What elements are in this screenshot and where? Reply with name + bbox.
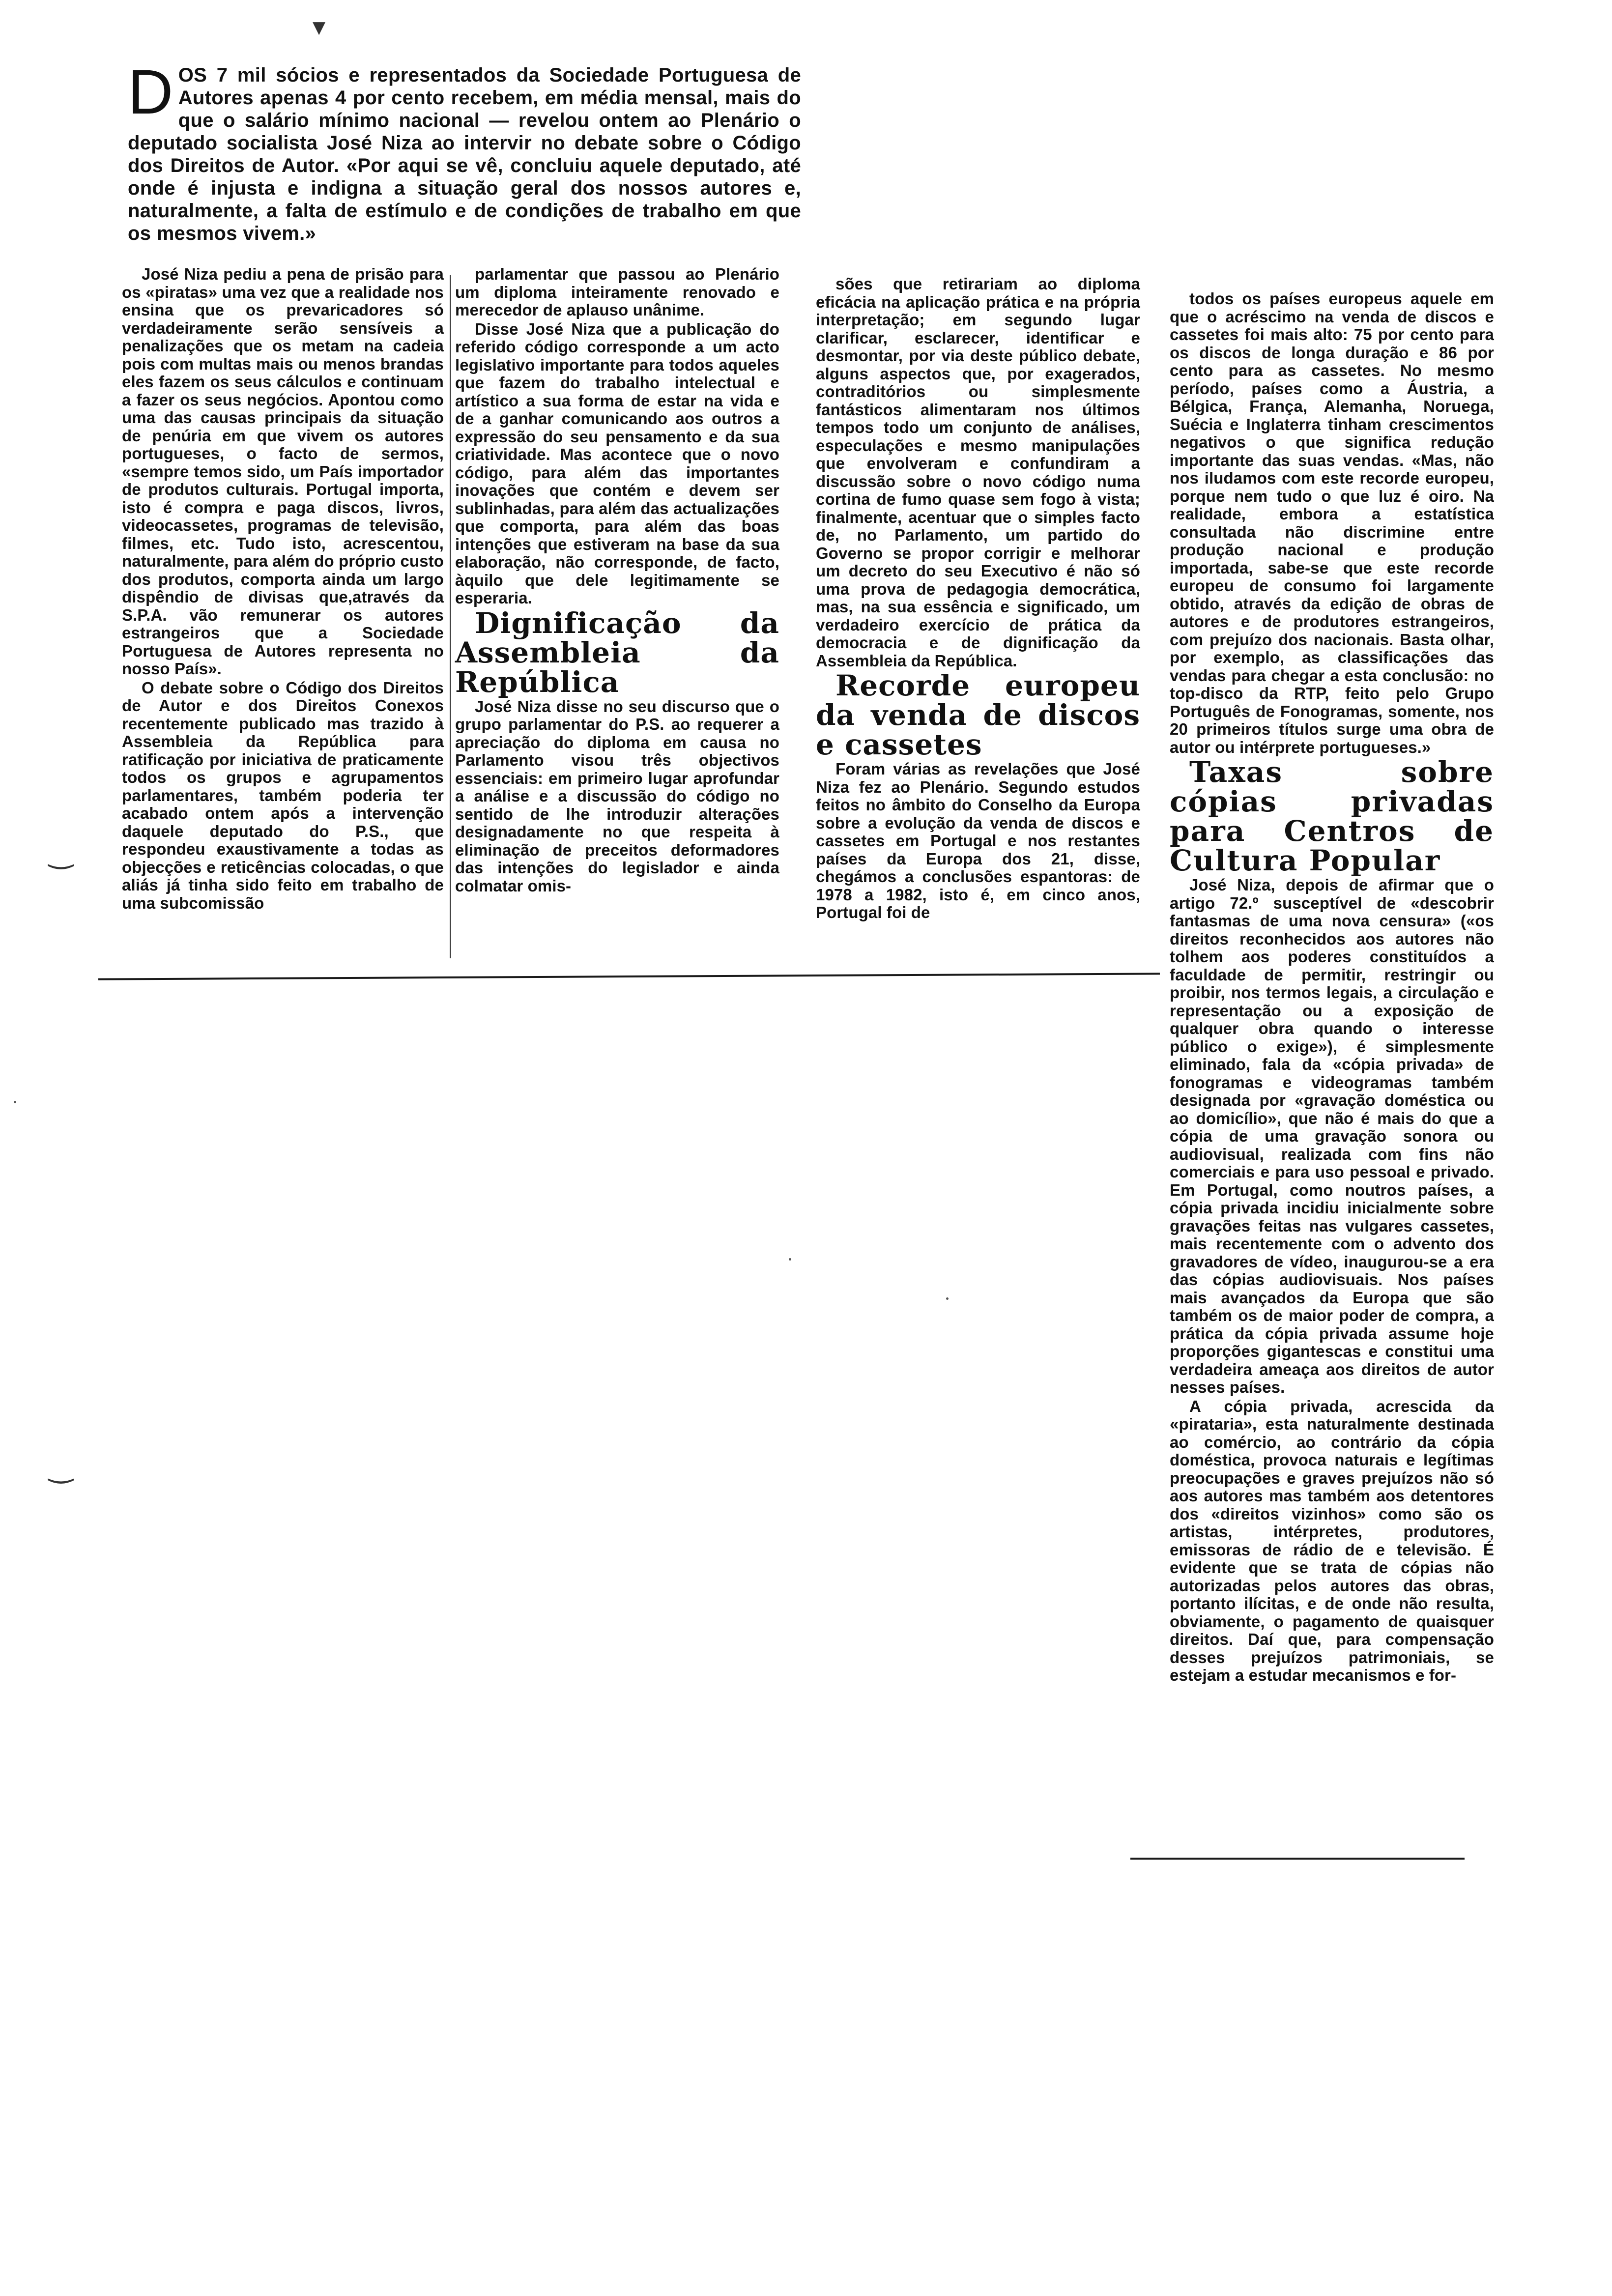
paragraph: A cópia privada, acrescida da «pirataria», esta naturalmente destinada ao comércio, ao contrário da cópia doméstica, provoca naturais e legítimas preocupações e graves prejuízos não só aos autores mas também aos detentores dos «direitos vizinhos» como são os artistas, intérpretes, produtores, emissoras de rádio de e televisão. É evidente que se trata de cópias não autorizadas pelos autores das obras, portanto ilícitas, e de onde não resulta, obviamente, o pagamento de quaisquer direitos. Daí que, para compensação desses prejuízos patrimoniais, se estejam a estudar mecanismos e for- — [1170, 1397, 1494, 1684]
speck — [789, 1258, 791, 1261]
column-2 — [455, 265, 779, 895]
ink-mark: ▼ — [313, 18, 326, 37]
article-lead — [128, 57, 801, 245]
column-1 — [122, 265, 444, 912]
column-3 — [816, 275, 1140, 922]
bottom-rule — [98, 973, 1160, 980]
speck — [14, 1101, 16, 1103]
section-heading: Recorde europeu da venda de discos e cassetes — [816, 669, 1140, 761]
lead-text: OS 7 mil sócios e representados da Sociedade Portuguesa de Autores apenas 4 por cento recebem, em média mensal, mais do que o salário mínimo nacional — revelou ontem ao Plenário o deputado socialista José Niza ao intervir no debate sobre o Código dos Direitos de Autor. «Por aqui se vê, concluiu aquele deputado, até onde é injusta e indigna a situação geral dos nossos autores e, naturalmente, a falta de estímulo e de condições de trabalho em que os mesmos vivem.» — [128, 64, 801, 244]
paragraph: Foram várias as revelações que José Niza fez ao Plenário. Segundo estudos feitos no âmbito do Conselho da Europa sobre a evolução da venda de discos e cassetes em Portugal e nos restantes países da Europa dos 21, disse, chegámos a conclusões espantoras: de 1978 a 1982, isto é, em cinco anos, Portugal foi de — [816, 760, 1140, 921]
paragraph: sões que retirariam ao diploma eficácia na aplicação prática e na própria interpretação; em segundo lugar clarificar, esclarecer, identificar e desmontar, por via deste público debate, alguns aspectos que, por exagerados, contraditórios ou simplesmente fantásticos alimentaram nos últimos tempos todo um conjunto de análises, especulações e mesmo manipulações que envolveram e confundiram a discussão sobre o novo código numa cortina de fumo quase sem fogo à vista; finalmente, acentuar que o simples facto de, no Parlamento, um partido do Governo se propor corrigir e melhorar um decreto do seu Executivo é não só uma prova de pedagogia democrática, mas, na sua essência e significado, um verdadeiro exercício de prática da democracia e de dignificação da Assembleia da República. — [816, 275, 1140, 670]
column-4 — [1170, 290, 1494, 1685]
paragraph: José Niza disse no seu discurso que o grupo parlamentar do P.S. ao requerer a apreciação do diploma em causa no Parlamento visou três objectivos essenciais: em primeiro lugar aprofundar a análise e a discussão do código no sentido de lhe introduzir alterações designadamente no que respeita à eliminação de preceitos deformadores das intenções do legislador e ainda colmatar omis- — [455, 697, 779, 895]
column-divider — [450, 275, 451, 958]
paragraph: todos os países europeus aquele em que o acréscimo na venda de discos e cassetes foi mais alto: 75 por cento para os discos de longa duração e 86 por cento para as cassetes. No mesmo período, países como a Áustria, a Bélgica, França, Alemanha, Noruega, Suécia e Inglaterra tinham crescimentos negativos o que significa redução importante das suas vendas. «Mas, não nos iludamos com este recorde europeu, porque nem tudo o que luz é oiro. Na realidade, embora a estatística consultada não discrimine entre produção nacional e produção importada, sabe-se que este recorde europeu de consumo foi largamente obtido, através da edição de obras de autores e de produtores estrangeiros, com prejuízo dos nacionais. Basta olhar, por exemplo, as classificações das vendas para chegar a esta conclusão: no top-disco da RTP, feito pelo Grupo Português de Fonogramas, somente, nos 20 primeiros títulos surge uma obra de autor ou intérprete portugueses.» — [1170, 289, 1494, 756]
paragraph: Disse José Niza que a publicação do referido código corresponde a um acto legislativo importante para todos aqueles que fazem do trabalho intelectual e artístico a sua forma de estar na vida e de a ganhar comunicando aos outros a expressão do seu pensamento e da sua criatividade. Mas acontece que o novo código, para além das importantes inovações que contém e devem ser sublinhadas, para além das actualizações que comporta, para além das boas intenções que estiveram na base da sua elaboração, não corresponde, de facto, àquilo que dele legitimamente se esperaria. — [455, 319, 779, 607]
drop-cap: D — [128, 57, 173, 127]
paragraph: parlamentar que passou ao Plenário um diploma inteiramente renovado e merecedor de aplauso unânime. — [455, 265, 779, 319]
end-rule — [1130, 1858, 1465, 1860]
binder-hole-mark: ‿ — [49, 1450, 73, 1484]
section-heading: Taxas sobre cópias privadas para Centros de Cultura Popular — [1170, 755, 1494, 877]
paragraph: José Niza pediu a pena de prisão para os «piratas» uma vez que a realidade nos ensina que os prevaricadores só verdadeiramente serão sensíveis a penalizações que os metam na cadeia pois com multas mais ou menos brandas eles fazem os seus cálculos e continuam a fazer os seus negócios. Apontou como uma das causas principais da situação de penúria em que vivem os autores portugueses, o facto de sermos, «sempre temos sido, um País importador de produtos culturais. Portugal importa, isto é compra e paga discos, livros, videocassetes, programas de televisão, filmes, etc. Tudo isto, acrescentou, naturalmente, para além do próprio custo dos produtos, comporta ainda um largo dispêndio de divisas que,através da S.P.A. vão remunerar os autores estrangeiros que a Sociedade Portuguesa de Autores representa no nosso País». — [122, 265, 444, 678]
speck — [946, 1297, 949, 1300]
binder-hole-mark: ‿ — [49, 835, 73, 870]
paragraph: José Niza, depois de afirmar que o artigo 72.º susceptível de «descobrir fantasmas de uma nova censura» («os direitos reconhecidos aos autores não tolhem aos poderes constituídos a faculdade de permitir, restringir ou proibir, nos termos legais, a circulação e representação ou a exposição de qualquer obra quando o interesse público o exige»), é simplesmente eliminado, fala da «cópia privada» de fonogramas e videogramas também designada por «gravação doméstica ou ao domicílio», que não é mais do que a cópia de uma gravação sonora ou audiovisual, realizada com fins não comerciais e para uso pessoal e privado. Em Portugal, como noutros países, a cópia privada incidiu inicialmente sobre gravações feitas nas vulgares cassetes, mais recentemente com o advento dos gravadores de vídeo, inaugurou-se a era das cópias audiovisuais. Nos países mais avançados da Europa que são também os de maior poder de compra, a prática da cópia privada assume hoje proporções gigantescas e constitui uma verdadeira ameaça aos direitos de autor nesses países. — [1170, 876, 1494, 1396]
section-heading: Dignificação da Assembleia da República — [455, 606, 779, 699]
paragraph: O debate sobre o Código dos Direitos de Autor e dos Direitos Conexos recentemente publicado mas trazido à Assembleia da República para ratificação por iniciativa de praticamente todos os grupos e agrupamentos parlamentares, também poderia ter acabado ontem após a intervenção daquele deputado do P.S., que respondeu exaustivamente a todas as objecções e reticências colocadas, o que aliás já tinha sido feito em trabalho de uma subcomissão — [122, 678, 444, 912]
